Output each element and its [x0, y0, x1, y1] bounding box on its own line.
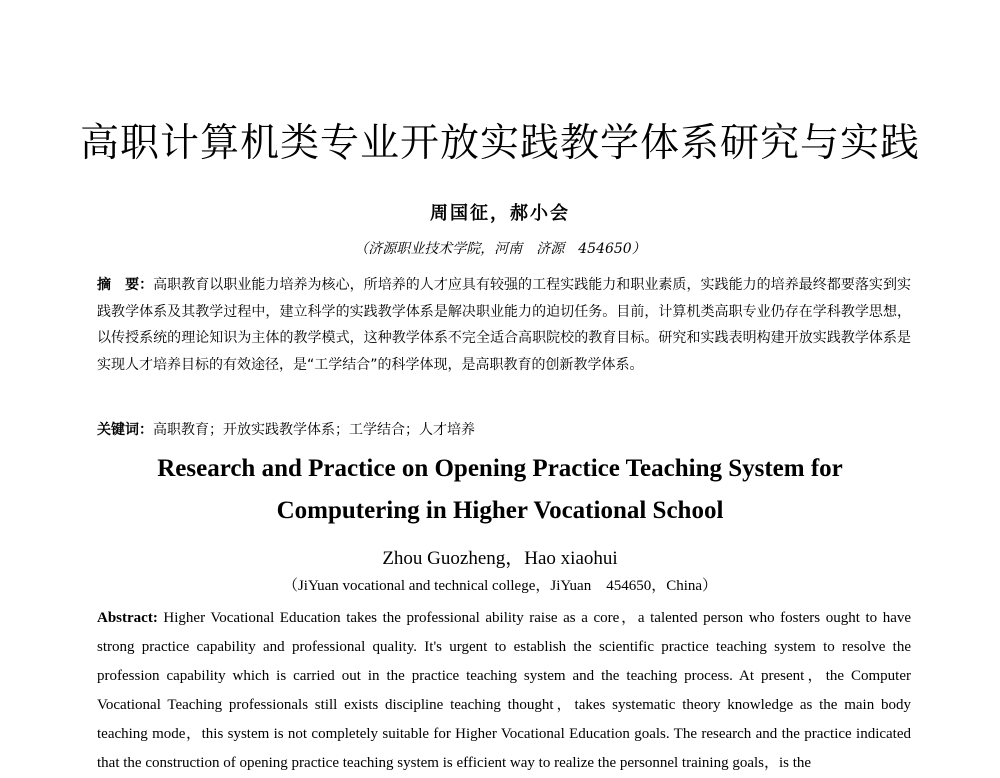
chinese-authors: 周国征，郝小会 — [430, 203, 570, 224]
english-title-line-2: Computering in Higher Vocational School — [276, 497, 724, 524]
english-abstract-label: Abstract: — [97, 610, 158, 626]
english-authors: Zhou Guozheng，Hao xiaohui — [382, 548, 618, 569]
chinese-abstract-label: 摘 要： — [97, 277, 154, 293]
chinese-affiliation: （济源职业技术学院，河南 济源 454650） — [354, 241, 646, 257]
english-abstract-text: Higher Vocational Education takes the professional ability raise as a core，a talented person who fosters ought to have strong practice capability and professional quality. It's urgent to establish the scientific practice teaching system to resolve the profession capability which is carried out in the practice teaching system and the teaching process. At present，the Computer Vocational Teaching professionals still exists discipline teaching thought，takes systematic theory knowledge as the main body teaching mode，this system is not completely suitable for Higher Vocational Education goals. The research and the practice indicated that the construction of opening practice teaching system is efficient way to realize the personnel training goals，is the — [97, 610, 912, 771]
chinese-keywords-label: 关键词： — [97, 422, 153, 438]
english-abstract — [97, 604, 911, 778]
chinese-keywords-text: 高职教育；开放实践教学体系；工学结合；人才培养 — [153, 422, 475, 438]
chinese-title: 高职计算机类专业开放实践教学体系研究与实践 — [79, 121, 920, 166]
chinese-abstract-text: 高职教育以职业能力培养为核心，所培养的人才应具有较强的工程实践能力和职业素质，实践能力的培养最终都要落实到实践教学体系及其教学过程中，建立科学的实践教学体系是解决职业能力的迫切任务。目前，计算机类高职专业仍存在学科教学思想，以传授系统的理论知识为主体的教学模式，这种教学体系不完全适合高职院校的教育目标。研究和实践表明构建开放实践教学体系是实现人才培养目标的有效途径，是“工学结合”的科学体现，是高职教育的创新教学体系。 — [97, 277, 911, 373]
english-title-line-1: Research and Practice on Opening Practice Teaching System for — [157, 455, 843, 482]
chinese-abstract — [97, 272, 911, 378]
chinese-keywords — [97, 418, 911, 442]
english-affiliation: （JiYuan vocational and technical college，JiYuan 454650，China） — [282, 578, 718, 594]
